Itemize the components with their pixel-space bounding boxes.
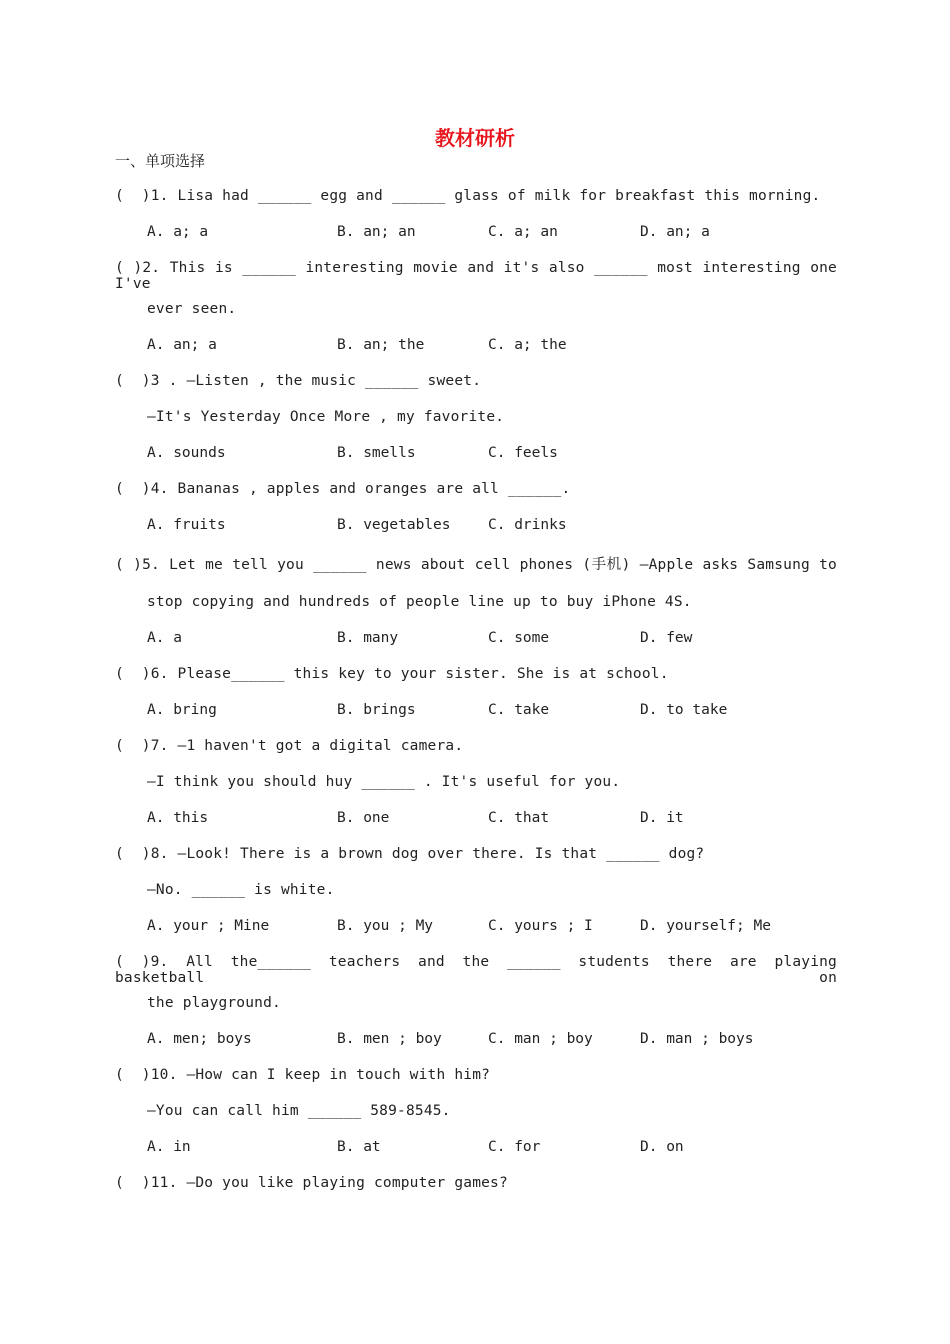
option-b: B. an; the bbox=[337, 337, 425, 353]
option-c: C. a; an bbox=[488, 224, 558, 240]
question-3-options bbox=[147, 445, 847, 467]
question-2-stem-cont: ever seen. bbox=[147, 301, 237, 317]
question-2-options bbox=[147, 337, 847, 359]
option-c: C. a; the bbox=[488, 337, 567, 353]
option-a: A. sounds bbox=[147, 445, 226, 461]
option-c: C. feels bbox=[488, 445, 558, 461]
question-1-stem: ( )1. Lisa had ______ egg and ______ glass of milk for breakfast this morning. bbox=[115, 188, 821, 204]
question-5-stem-cont: stop copying and hundreds of people line up to buy iPhone 4S. bbox=[147, 594, 692, 610]
question-2-stem: ( )2. This is ______ interesting movie and it's also ______ most interesting one I've bbox=[115, 260, 837, 292]
option-b: B. brings bbox=[337, 702, 416, 718]
question-7-stem: ( )7. —1 haven't got a digital camera. bbox=[115, 738, 464, 754]
option-d: D. yourself; Me bbox=[640, 918, 771, 934]
option-c: C. that bbox=[488, 810, 550, 826]
option-c: C. drinks bbox=[488, 517, 567, 533]
option-b: B. one bbox=[337, 810, 390, 826]
option-a: A. a bbox=[147, 630, 182, 646]
question-7-options bbox=[147, 810, 847, 832]
question-7-stem-cont: —I think you should huy ______ . It's useful for you. bbox=[147, 774, 621, 790]
option-c: C. man ; boy bbox=[488, 1031, 593, 1047]
option-b: B. many bbox=[337, 630, 399, 646]
option-b: B. vegetables bbox=[337, 517, 451, 533]
option-d: D. on bbox=[640, 1139, 684, 1155]
question-10-stem: ( )10. —How can I keep in touch with him? bbox=[115, 1067, 491, 1083]
option-a: A. your ; Mine bbox=[147, 918, 270, 934]
option-b: B. you ; My bbox=[337, 918, 434, 934]
question-8-options bbox=[147, 918, 847, 940]
option-d: D. to take bbox=[640, 702, 728, 718]
option-d: D. an; a bbox=[640, 224, 710, 240]
question-9-options bbox=[147, 1031, 847, 1053]
question-1-options bbox=[147, 224, 847, 246]
question-10-stem-cont: —You can call him ______ 589-8545. bbox=[147, 1103, 451, 1119]
option-c: C. yours ; I bbox=[488, 918, 593, 934]
option-a: A. in bbox=[147, 1139, 191, 1155]
option-c: C. take bbox=[488, 702, 550, 718]
question-3-stem: ( )3 . —Listen , the music ______ sweet. bbox=[115, 373, 482, 389]
option-b: B. at bbox=[337, 1139, 381, 1155]
page-title: 教材研析 bbox=[435, 126, 515, 150]
option-a: A. an; a bbox=[147, 337, 217, 353]
option-a: A. a; a bbox=[147, 224, 209, 240]
question-4-options bbox=[147, 517, 847, 539]
option-a: A. men; boys bbox=[147, 1031, 252, 1047]
question-8-stem: ( )8. —Look! There is a brown dog over there. Is that ______ dog? bbox=[115, 846, 705, 862]
option-d: D. man ; boys bbox=[640, 1031, 754, 1047]
question-3-stem-cont: —It's Yesterday Once More , my favorite. bbox=[147, 409, 505, 425]
question-10-options bbox=[147, 1139, 847, 1161]
option-b: B. men ; boy bbox=[337, 1031, 442, 1047]
option-b: B. an; an bbox=[337, 224, 416, 240]
option-c: C. some bbox=[488, 630, 550, 646]
question-9-stem: ( )9. All the______ teachers and the ______ students there are playing basketball on bbox=[115, 954, 837, 986]
question-5-options bbox=[147, 630, 847, 652]
question-8-stem-cont: —No. ______ is white. bbox=[147, 882, 335, 898]
question-6-options bbox=[147, 702, 847, 724]
option-a: A. fruits bbox=[147, 517, 226, 533]
question-6-stem: ( )6. Please______ this key to your sister. She is at school. bbox=[115, 666, 669, 682]
option-c: C. for bbox=[488, 1139, 541, 1155]
question-9-stem-cont: the playground. bbox=[147, 995, 281, 1011]
option-d: D. few bbox=[640, 630, 693, 646]
option-b: B. smells bbox=[337, 445, 416, 461]
question-11-stem: ( )11. —Do you like playing computer games? bbox=[115, 1175, 508, 1191]
option-d: D. it bbox=[640, 810, 684, 826]
question-4-stem: ( )4. Bananas , apples and oranges are all ______. bbox=[115, 481, 571, 497]
option-a: A. bring bbox=[147, 702, 217, 718]
option-a: A. this bbox=[147, 810, 209, 826]
section-heading: 一、单项选择 bbox=[115, 152, 206, 170]
question-5-stem: ( )5. Let me tell you ______ news about cell phones (手机) —Apple asks Samsung to bbox=[115, 557, 837, 573]
